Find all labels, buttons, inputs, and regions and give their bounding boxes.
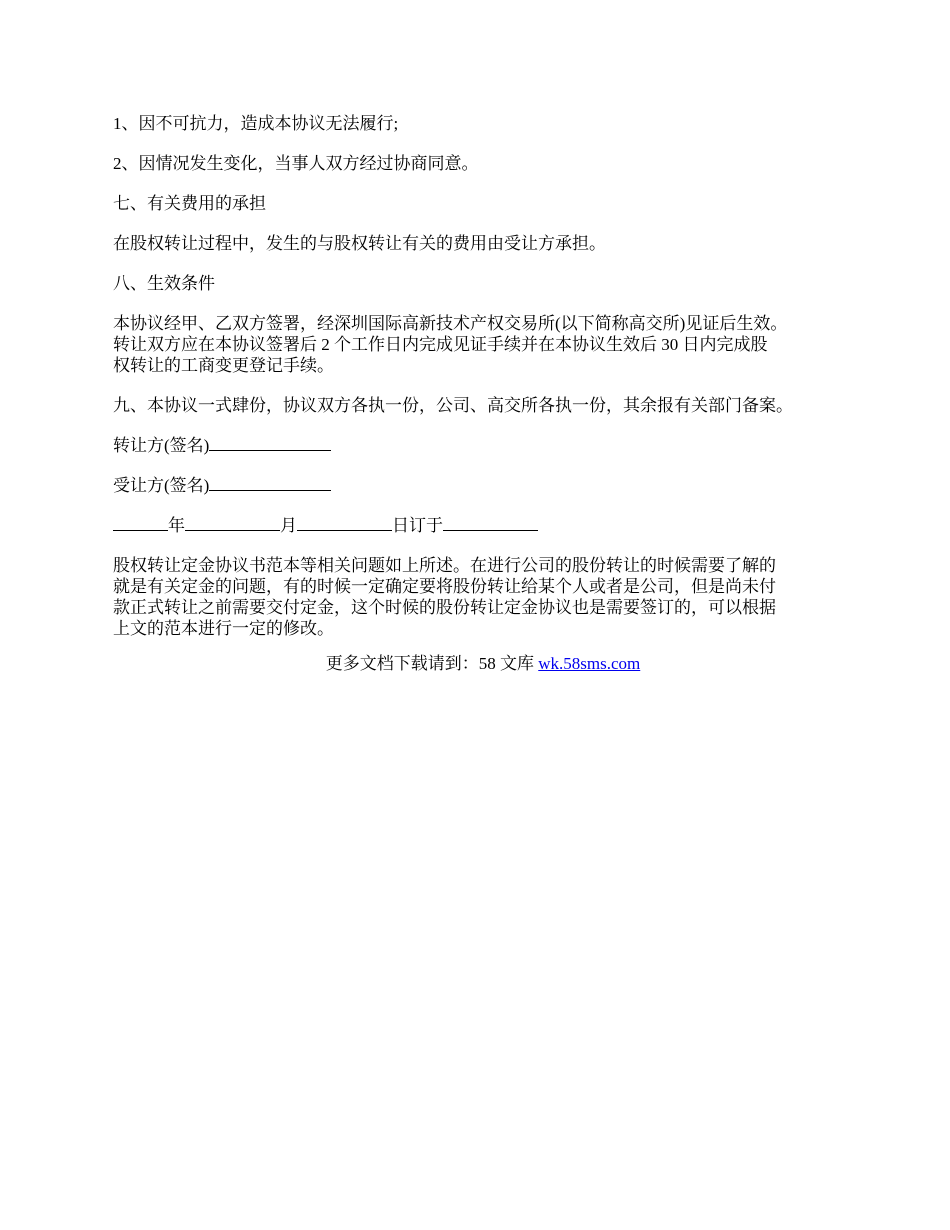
- document-body: [113, 113, 853, 674]
- text-line: 款正式转让之前需要交付定金，这个时候的股份转让定金协议也是需要签订的，可以根据: [113, 598, 776, 617]
- day-blank: [297, 515, 392, 531]
- place-blank: [443, 515, 538, 531]
- date-line: [113, 515, 853, 536]
- footer-link[interactable]: wk.58sms.com: [538, 654, 641, 673]
- date-day-label: 日订于: [392, 516, 443, 535]
- text-line: 权转让的工商变更登记手续。: [113, 356, 334, 375]
- text-line: 本协议经甲、乙双方签署，经深圳国际高新技术产权交易所(以下简称高交所)见证后生效。: [113, 314, 788, 333]
- clause-fees: 在股权转让过程中，发生的与股权转让有关的费用由受让方承担。: [113, 234, 606, 253]
- signature-blank: [209, 435, 331, 451]
- clause-copies: 九、本协议一式肆份，协议双方各执一份，公司、高交所各执一份，其余报有关部门备案。: [113, 396, 793, 415]
- year-blank: [113, 515, 168, 531]
- text-line: 上文的范本进行一定的修改。: [113, 619, 334, 638]
- clause-effect-conditions: [113, 313, 853, 376]
- signature-label: 受让方(签名): [113, 476, 210, 495]
- footer: [113, 653, 853, 674]
- text-line: 股权转让定金协议书范本等相关问题如上所述。在进行公司的股份转让的时候需要了解的: [113, 556, 776, 575]
- section-heading-effect: 八、生效条件: [113, 274, 215, 293]
- signature-transferor: [113, 435, 853, 456]
- summary-paragraph: [113, 555, 853, 639]
- footer-text: 更多文档下载请到：58 文库: [325, 654, 539, 673]
- month-blank: [185, 515, 280, 531]
- clause-force-majeure: 1、因不可抗力，造成本协议无法履行;: [113, 114, 399, 133]
- section-heading-fees: 七、有关费用的承担: [113, 194, 266, 213]
- signature-blank: [209, 475, 331, 491]
- date-year-label: 年: [168, 516, 185, 535]
- text-line: 转让双方应在本协议签署后 2 个工作日内完成见证手续并在本协议生效后 30 日内完成股: [113, 335, 768, 354]
- clause-mutual-agreement: 2、因情况发生变化，当事人双方经过协商同意。: [113, 154, 479, 173]
- signature-transferee: [113, 475, 853, 496]
- signature-label: 转让方(签名): [113, 436, 210, 455]
- date-month-label: 月: [280, 516, 297, 535]
- text-line: 就是有关定金的问题，有的时候一定确定要将股份转让给某个人或者是公司，但是尚未付: [113, 577, 776, 596]
